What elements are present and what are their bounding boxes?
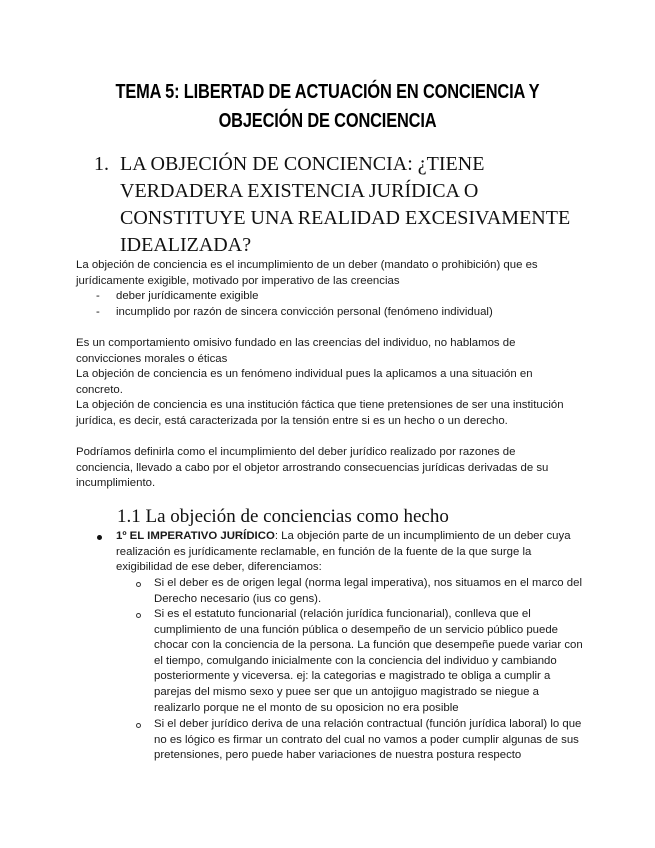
dash-item: incumplido por razón de sincera convicción personal (fenómeno individual) bbox=[116, 306, 493, 318]
sub-item: Si el deber es de origen legal (norma legal imperativa), nos situamos en el marco del Derecho necesario (ius co gens). bbox=[154, 577, 582, 605]
dash-marker: - bbox=[96, 290, 100, 302]
bullet-text: : La objeción parte de un incumplimiento de un deber cuya realización es jurídicamente reclamable, en función de la fuente de la que surge la exigibilidad de ese deber, diferenciamos: bbox=[116, 530, 571, 574]
intro-paragraph: La objeción de conciencia es el incumplimiento de un deber (mandato o prohibición) que es jurídicamente exigible, motivado por imperativo de las creencias bbox=[76, 259, 538, 287]
paragraph: La objeción de conciencia es una institución fáctica que tiene pretensiones de ser una institución jurídica, es decir, está caracterizada por la tensión entre si es un hecho o un derecho. bbox=[76, 399, 564, 427]
dash-marker: - bbox=[96, 306, 100, 318]
document-title: TEMA 5: LIBERTAD DE ACTUACIÓN EN CONCIENCIA Y OBJECIÓN DE CONCIENCIA bbox=[115, 81, 540, 132]
circle-bullet-icon bbox=[136, 723, 141, 728]
subsection-heading: 1.1 La objeción de conciencias como hecho bbox=[117, 506, 449, 527]
paragraph: La objeción de conciencia es un fenómeno individual pues la aplicamos a una situación en concreto. bbox=[76, 368, 533, 396]
section-number: 1. bbox=[94, 153, 109, 175]
sub-item: Si es el estatuto funcionarial (relación jurídica funcionarial), conlleva que el cumplimiento de una función pública o desempeño de un servicio público puede chocar con la conciencia de la persona. La función que desempeñe puede variar con el tiempo, comulgando inicialmente con la conciencia del individuo y cambiando posteriormente y viceversa. ej: la categorias e magistrado te obliga a cumplir a parejas del mismo sexo y puee ser que un antojiguo magistrado se niegue a realizarlo porque ne el monto de su oposicion no era posible bbox=[154, 608, 583, 714]
paragraph: Podríamos definirla como el incumplimiento del deber jurídico realizado por razones de conciencia, llevado a cabo por el objetor arrostrando consecuencias jurídicas derivadas de su incumplimiento. bbox=[76, 446, 549, 490]
bullet-icon bbox=[97, 535, 102, 540]
circle-bullet-icon bbox=[136, 582, 141, 587]
sub-item: Si el deber jurídico deriva de una relación contractual (función jurídica laboral) lo que no es lógico es firmar un contrato del cual no vamos a poder cumplir algunas de sus pretensiones, pero puede haber variaciones de nuestra postura respecto bbox=[154, 718, 582, 762]
bullet-item bbox=[116, 529, 571, 576]
bullet-label: 1º EL IMPERATIVO JURÍDICO bbox=[116, 530, 275, 542]
section-heading: LA OBJECIÓN DE CONCIENCIA: ¿TIENE VERDADERA EXISTENCIA JURÍDICA O CONSTITUYE UNA REALIDAD EXCESIVAMENTE IDEALIZADA? bbox=[120, 153, 571, 256]
dash-item: deber jurídicamente exigible bbox=[116, 290, 259, 302]
circle-bullet-icon bbox=[136, 613, 141, 618]
paragraph: Es un comportamiento omisivo fundado en las creencias del individuo, no hablamos de convicciones morales o éticas bbox=[76, 337, 516, 365]
